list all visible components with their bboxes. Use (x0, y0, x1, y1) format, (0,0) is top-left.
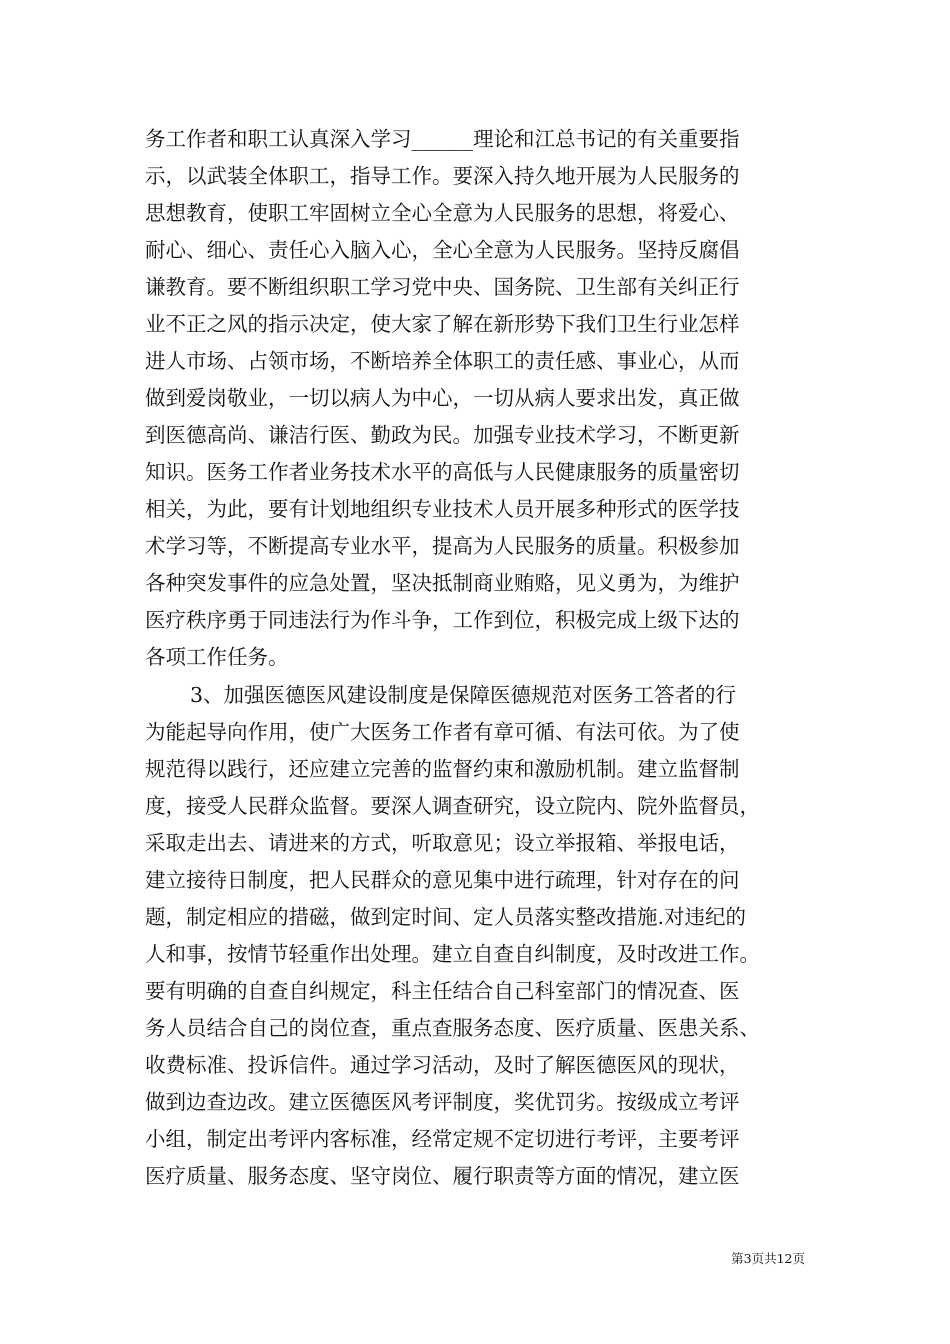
text-line: 知识。医务工作者业务技术水平的高低与人民健康服务的质量密切 (145, 460, 740, 484)
text-line: 相关，为此，要有计划地组织专业技术人员开展多种形式的医学技 (145, 497, 740, 521)
text-line: 进人市场、占领市场，不断培养全体职工的责任感、事业心，从而 (145, 349, 740, 373)
text-line: 各种突发事件的应急处置，坚决抵制商业贿赂，见义勇为，为维护 (145, 571, 740, 595)
text-line: 要有明确的自查自纠规定，科主任结合自己科室部门的情况查、医 (145, 979, 740, 1003)
text-line: 采取走出去、请进来的方式，听取意见；设立举报箱、举报电话， (145, 831, 740, 855)
text-line: 谦教育。要不断组织职工学习党中央、国务院、卫生部有关纠正行 (145, 275, 740, 299)
text-line: 收费标准、投诉信件。通过学习活动，及时了解医德医风的现状， (145, 1053, 740, 1077)
text-line: 术学习等，不断提高专业水平，提高为人民服务的质量。积极参加 (145, 534, 740, 558)
text-line: 务工作者和职工认真深入学习______理论和江总书记的有关重要指 (145, 127, 740, 151)
text-line: 医疗秩序勇于同违法行为作斗争，工作到位，积极完成上级下达的 (145, 608, 740, 632)
text-line: 示，以武装全体职工，指导工作。要深入持久地开展为人民服务的 (145, 164, 740, 188)
text-line: 务人员结合自己的岗位查，重点查服务态度、医疗质量、医患关系、 (145, 1016, 760, 1040)
text-line: 耐心、细心、责任心入脑入心，全心全意为人民服务。坚持反腐倡 (145, 238, 740, 262)
text-line: 小组，制定出考评内客标准，经常定规不定切进行考评，主要考评 (145, 1127, 740, 1151)
text-line: 题，制定相应的措磁，做到定时间、定人员落实整改措施.对违纪的 (145, 905, 747, 929)
text-line: 到医德高尚、谦洁行医、勤政为民。加强专业技术学习，不断更新 (145, 423, 740, 447)
text-line: 业不正之风的指示决定，使大家了解在新形势下我们卫生行业怎样 (145, 312, 740, 336)
page-number: 第3页共12页 (731, 1251, 805, 1266)
text-line: 医疗质量、服务态度、坚守岗位、履行职责等方面的情况，建立医 (145, 1164, 740, 1188)
text-line: 做到边查边改。建立医德医风考评制度，奖优罚劣。按级成立考评 (145, 1090, 740, 1114)
text-line: 度，接受人民群众监督。要深人调查研究，设立院内、院外监督员， (145, 794, 760, 818)
text-line: 人和事，按情节轻重作出处理。建立自查自纠制度，及时改进工作。 (145, 942, 760, 966)
text-line: 规范得以践行，还应建立完善的监督约束和激励机制。建立监督制 (145, 757, 740, 781)
text-line: 3、加强医德医风建设制度是保障医德规范对医务工答者的行 (190, 683, 737, 707)
text-line: 思想教育，使职工牢固树立全心全意为人民服务的思想，将爱心、 (145, 201, 740, 225)
text-line: 为能起导向作用，使广大医务工作者有章可循、有法可依。为了使 (145, 720, 740, 744)
text-line: 各项工作任务。 (145, 645, 289, 669)
text-line: 做到爱岗敬业，一切以病人为中心，一切从病人要求出发，真正做 (145, 386, 740, 410)
text-line: 建立接待日制度，把人民群众的意见集中进行疏理，针对存在的问 (145, 868, 740, 892)
